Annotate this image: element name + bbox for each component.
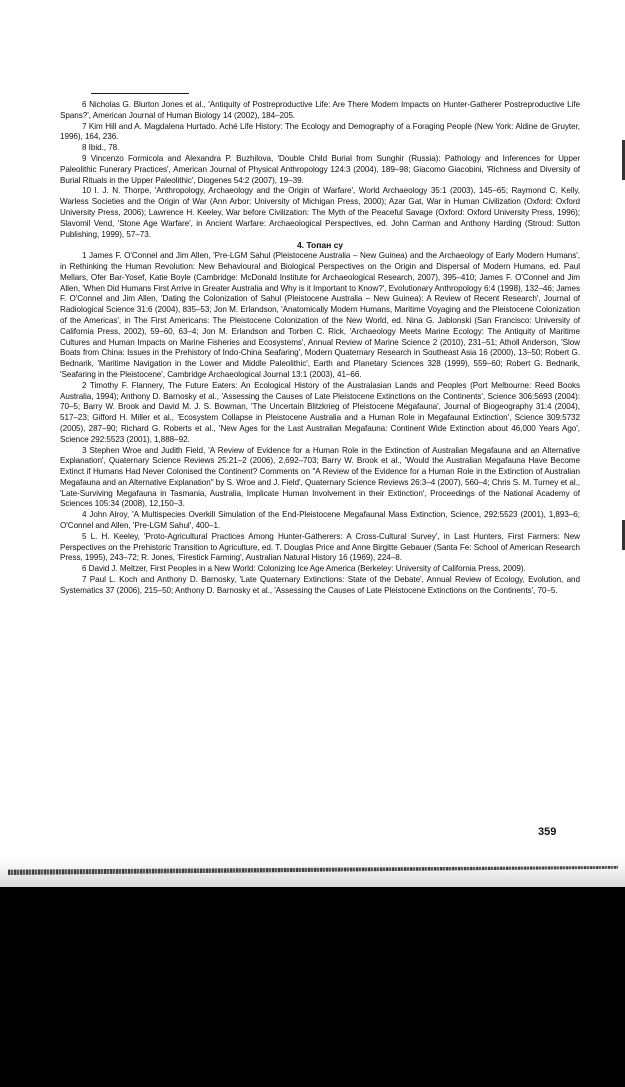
footnote: 3 Stephen Wroe and Judith Field, 'A Review of Evidence for a Human Role in the Extinction of Australian Megafauna and an Alternative Explanation', Quaternary Science Reviews 25:21–2 (2006), 2,692–703; Barry W. Brook et al., 'Would the Australian Megafauna Have Become Extinct if Humans Had Never Colonised the Continent? Comments on "A Review of the Evidence for a Human Role in the Extinction of Australian Megafauna and an Alternative Explanation" by S. Wroe and J. Field', Quaternary Science Reviews 26:3–4 (2007), 560–4; Chris S. M. Turney et al., 'Late-Surviving Megafauna in Tasmania, Australia, Implicate Human Involvement in their Extinction', Proceedings of the National Academy of Sciences 105:34 (2008), 12,150–3. <box>60 445 580 509</box>
section-footnotes <box>60 251 580 597</box>
footnote: 4 John Alroy, 'A Multispecies Overkill Simulation of the End-Pleistocene Megafaunal Mass Extinction, Science, 292:5523 (2001), 1,893–6; O'Connel and Allen, 'Pre-LGM Sahul', 400–1. <box>60 510 580 531</box>
footnote: 6 David J. Meltzer, First Peoples in a New World: Colonizing Ice Age America (Berkeley: University of California Press, 2009). <box>82 564 526 574</box>
footnote: 8 Ibid., 78. <box>82 143 120 153</box>
footnote: 9 Vincenzo Formicola and Alexandra P. Buzhilova, 'Double Child Burial from Sunghir (Russia): Pathology and Inferences for Upper Paleolithic Funerary Practices', American Journal of Physical Anthropology 124:3 (2004), 189–98; Giacomo Giacobini, 'Richness and Diversity of Burial Rituals in the Upper Paleolithic', Diogenes 54:2 (2007), 19–39. <box>60 153 580 185</box>
section-heading: 4. Топан су <box>296 240 344 251</box>
footnote: 10 I. J. N. Thorpe, 'Anthropology, Archaeology and the Origin of Warfare', World Archaeology 35:1 (2003), 145–65; Raymond C. Kelly, Warless Societies and the Origin of War (Ann Arbor: University of Michigan Press, 2000); Azar Gat, War in Human Civilization (Oxford: Oxford University Press, 2006); Lawrence H. Keeley, War before Civilization: The Myth of the Peaceful Savage (Oxford: Oxford University Press, 1996); Slavomil Vend, 'Stone Age Warfare', in Ancient Warfare: Archaeological Perspectives, ed. John Carman and Anthony Harding (Stroud: Sutton Publishing, 1999), 57–73. <box>60 186 580 239</box>
footnote: 5 L. H. Keeley, 'Proto-Agricultural Practices Among Hunter-Gatherers: A Cross-Cultural Survey', in Last Hunters, First Farmers: New Perspectives on the Prehistoric Transition to Agriculture, ed. T. Douglas Price and Anne Birgitte Gebauer (Santa Fe: School of American Research Press, 1995), 243–72; R. Jones, 'Firestick Farming', Australian Natural History 16 (1969), 224–8. <box>60 531 580 563</box>
footnotes-block <box>60 100 580 597</box>
page-number: 359 <box>538 826 557 838</box>
footnote-rule <box>91 93 189 94</box>
footnote: 7 Kim Hill and A. Magdalena Hurtado. Aché Life History: The Ecology and Demography of a Foraging People (New York: Aldine de Gruyter, 1996), 164, 236. <box>60 121 580 142</box>
scanner-background <box>0 887 625 1087</box>
footnote: 6 Nicholas G. Blurton Jones et al., 'Antiquity of Postreproductive Life: Are There Modern Impacts on Hunter-Gatherer Postreproductive Life Spans?', American Journal of Human Biology 14 (2002), 184–205. <box>60 100 580 120</box>
footnote: 1 James F. O'Connel and Jim Allen, 'Pre-LGM Sahul (Pleistocene Australia – New Guinea) and the Archaeology of Early Modern Humans', in Rethinking the Human Revolution: New Behavioural and Biological Perspectives on the Origin and Dispersal of Modern Humans, ed. Paul Mellars, Ofer Bar-Yosef, Katie Boyle (Cambridge: McDonald Institute for Archaeological Research, 2007), 395–410; James F. O'Connel and Jim Allen, 'When Did Humans First Arrive in Greater Australia and Why is it Important to Know?', Evolutionary Anthropology 6:4 (1998), 132–46; James F. O'Connel and Jim Allen, 'Dating the Colonization of Sahul (Pleistocene Australia – New Guinea): A Review of Recent Research', Journal of Radiological Science 31:6 (2004), 835–53; Jon M. Erlandson, 'Anatomically Modern Humans, Maritime Voyaging and the Pleistocene Colonization of the Americas', in The First Americans: The Pleistocene Colonization of the New World, ed. Nina G. Jablonski (San Francisco: University of California Press, 2002), 59–60, 63–4; Jon M. Erlandson and Torben C. Rick, 'Archaeology Meets Marine Ecology: The Antiquity of Maritime Cultures and Human Impacts on Marine Fisheries and Ecosystems', Annual Review of Marine Science 2 (2010), 231–51; Atholl Anderson, 'Slow Boats from China: Issues in the Prehistory of Indo-China Seafaring', Modern Quaternary Research in Southeast Asia 16 (2000), 13–50; Robert G. Bednarik, 'Maritime Navigation in the Lower and Middle Paleolithic', Earth and Planetary Sciences 328 (1999), 559–60; Robert G. Bednarik, 'Seafaring in the Pleistocene', Cambridge Archaeological Journal 13:1 (2003), 41–66. <box>60 251 580 379</box>
footnote: 7 Paul L. Koch and Anthony D. Barnosky, 'Late Quaternary Extinctions: State of the Debate', Annual Review of Ecology, Evolution, and Systematics 37 (2006), 215–50; Anthony D. Barnosky et al., 'Assessing the Causes of Late Pleistocene Extinctions on the Continents', 70–5. <box>60 575 580 595</box>
footnote: 2 Timothy F. Flannery, The Future Eaters: An Ecological History of the Australasian Lands and Peoples (Port Melbourne: Reed Books Australia, 1994); Anthony D. Barnosky et al., 'Assessing the Causes of Late Pleistocene Extinctions on the Continents', Science 306:5693 (2004): 70–5; Barry W. Brook and David M. J. S. Bowman, 'The Uncertain Blitzkrieg of Pleistocene Megafauna', Journal of Biogeography 31:4 (2004), 517–23; Gifford H. Miller et al., 'Ecosystem Collapse in Pleistocene Australia and a Human Role in Megafaunal Extinction', Science 309:5732 (2005), 287–90; Richard G. Roberts et al., 'New Ages for the Last Australian Megafauna: Continent Wide Extinction about 46,000 Years Ago', Science 292:5523 (2001), 1,888–92. <box>60 380 580 444</box>
